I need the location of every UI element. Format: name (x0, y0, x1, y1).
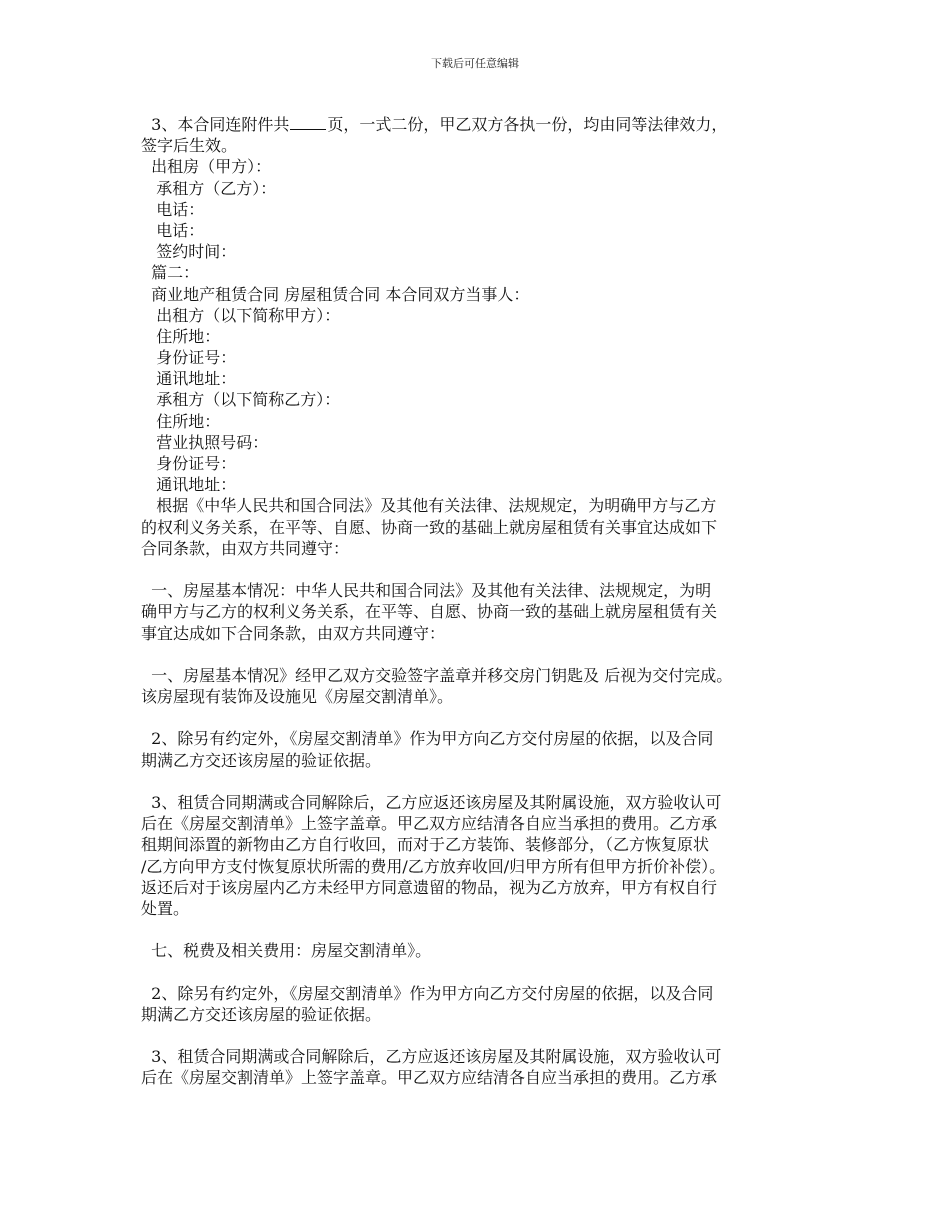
text-line: 通讯地址： (141, 369, 237, 389)
text-line: 租期间添置的新物由乙方自行收回，而对于乙方装饰、装修部分，（乙方恢复原状 (141, 835, 710, 855)
page-count-blank (290, 115, 326, 130)
text-line: /乙方向甲方支付恢复原状所需的费用/乙方放弃收回/归甲方所有但甲方折价补偿）。 (141, 856, 726, 876)
document-body (141, 114, 821, 1089)
text-line: 后在《房屋交割清单》上签字盖章。甲乙双方应结清各自应当承担的费用。乙方承 (141, 814, 718, 834)
text-line (141, 559, 821, 580)
text-line: 处置。 (141, 898, 190, 918)
text-line (141, 707, 821, 728)
text-line: 身份证号： (141, 348, 237, 368)
text-line: 承租方（以下简称乙方）： (141, 390, 341, 410)
text-line: 事宜达成如下合同条款，由双方共同遵守： (141, 623, 446, 643)
text-line: 期满乙方交还该房屋的验证依据。 (141, 1004, 382, 1024)
text-line (141, 962, 821, 983)
text-line: 2、除另有约定外，《房屋交割清单》作为甲方向乙方交付房屋的依据，以及合同 (141, 729, 714, 749)
text-line (141, 919, 821, 940)
text-line: 七、税费及相关费用：房屋交割清单》。 (141, 941, 432, 961)
text-line: 3、租赁合同期满或合同解除后，乙方应返还该房屋及其附属设施，双方验收认可 (141, 1047, 722, 1067)
text-line: 返还后对于该房屋内乙方未经甲方同意遗留的物品，视为乙方放弃，甲方有权自行 (141, 877, 718, 897)
text-line: 签约时间： (141, 242, 237, 262)
text-line: 身份证号： (141, 454, 237, 473)
text-line: 确甲方与乙方的权利义务关系，在平等、自愿、协商一致的基础上就房屋租赁有关 (141, 602, 718, 622)
text-line: 通讯地址： (141, 475, 237, 495)
text-line: 2、除另有约定外，《房屋交割清单》作为甲方向乙方交付房屋的依据，以及合同 (141, 983, 714, 1003)
text-line: 营业执照号码： (141, 432, 269, 452)
text-line: 签字后生效。 (141, 136, 238, 156)
text-line: 期满乙方交还该房屋的验证依据。 (141, 750, 382, 770)
text-line: 一、房屋基本情况：中华人民共和国合同法》及其他有关法律、法规规定，为明 (141, 581, 712, 601)
text-line: 出租方（以下简称甲方）： (141, 305, 341, 325)
text-line: 3、租赁合同期满或合同解除后，乙方应返还该房屋及其附属设施，双方验收认可 (141, 793, 722, 812)
text-line: 篇二： (141, 263, 200, 283)
text-line (141, 1025, 821, 1046)
page-header: 下载后可任意编辑 (431, 57, 519, 70)
text-line: 一、房屋基本情况》经甲乙双方交验签字盖章并移交房门钥匙及 后视为交付完成。 (141, 665, 733, 685)
text-line: 电话： (141, 199, 205, 219)
text-line: 住所地： (141, 411, 221, 431)
text-line: 出租房（甲方）： (141, 157, 272, 177)
text-line: 承租方（乙方）： (141, 178, 277, 198)
text-line: 商业地产租赁合同 房屋租赁合同 本合同双方当事人： (141, 284, 530, 304)
text-line: 3、本合同连附件共 页，一式二份，甲乙双方各执一份，均由同等法律效力， (141, 115, 728, 134)
text-line (141, 644, 821, 665)
text-line: 该房屋现有装饰及设施见《房屋交割清单》。 (141, 687, 454, 707)
text-line: 电话： (141, 220, 205, 240)
text-line (141, 771, 821, 792)
text-line: 住所地： (141, 326, 221, 346)
text-line: 合同条款，由双方共同遵守： (141, 538, 350, 558)
text-line: 根据《中华人民共和国合同法》及其他有关法律、法规规定，为明确甲方与乙方 (141, 496, 717, 516)
text-line: 的权利义务关系，在平等、自愿、协商一致的基础上就房屋租赁有关事宜达成如下 (141, 517, 718, 537)
text-line: 后在《房屋交割清单》上签字盖章。甲乙双方应结清各自应当承担的费用。乙方承 (141, 1068, 718, 1088)
